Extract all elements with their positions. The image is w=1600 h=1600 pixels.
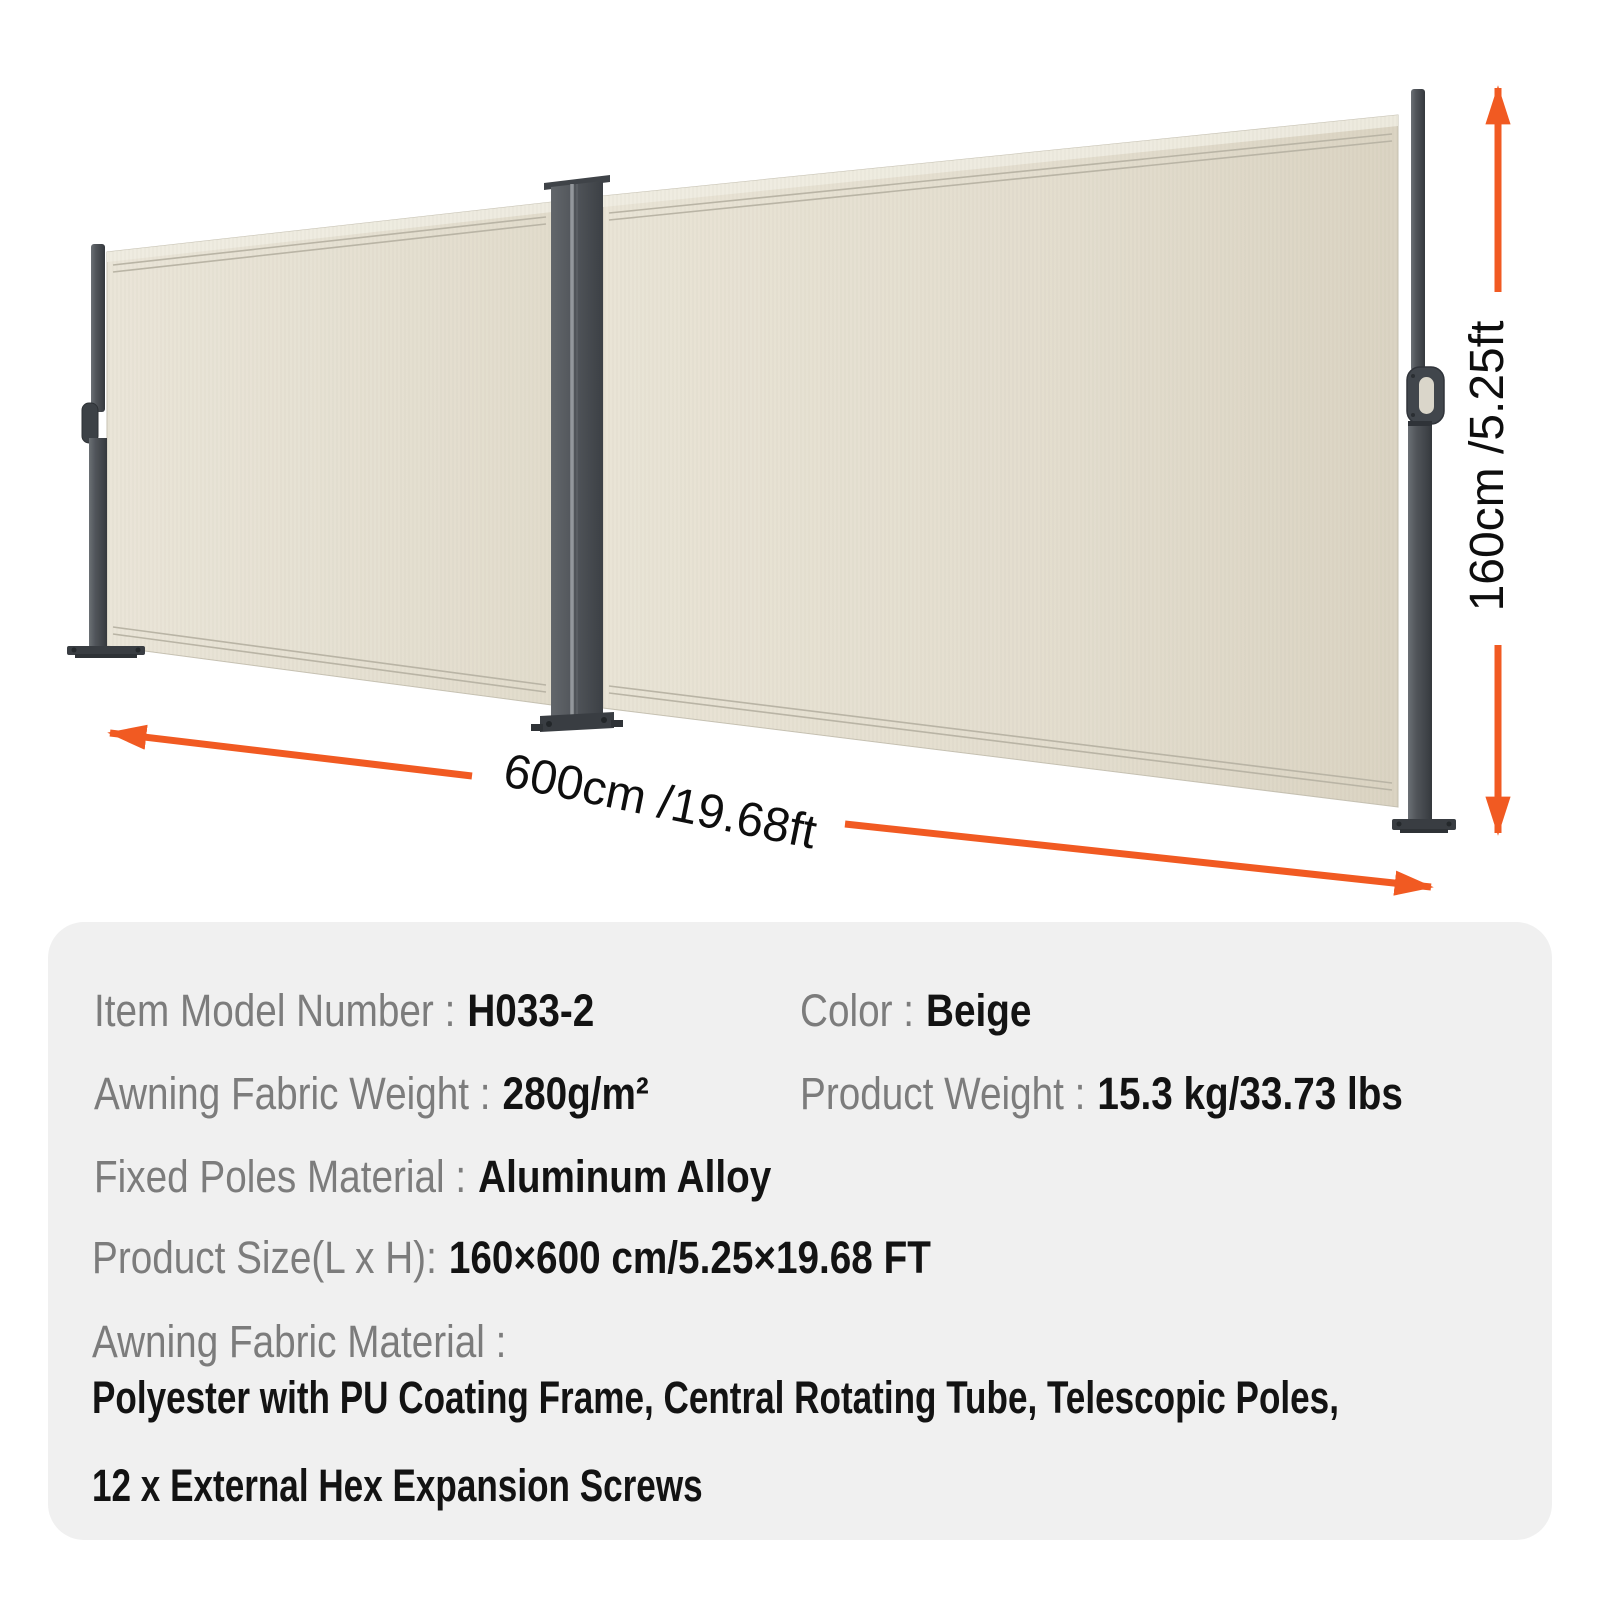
spec-item-model-value: H033-2 (467, 985, 595, 1036)
spec-fabric-material-label-text: Awning Fabric Material : (92, 1316, 507, 1367)
spec-panel (48, 922, 1552, 1540)
spec-poles-material-value: Aluminum Alloy (478, 1151, 772, 1202)
spec-fabric-weight-label: Awning Fabric Weight : (94, 1068, 491, 1119)
spec-color-value: Beige (926, 985, 1032, 1036)
pole-left-base-plate (67, 646, 145, 655)
pole-right (1392, 89, 1456, 833)
spec-fabric-weight-value: 280g/m² (502, 1068, 649, 1119)
spec-item-model-label: Item Model Number : (94, 985, 456, 1036)
spec-fabric-material-line2: 12 x External Hex Expansion Screws (92, 1460, 703, 1511)
spec-fabric-material-label (92, 1316, 506, 1368)
height-dimension-label: 160cm /5.25ft (1461, 320, 1514, 612)
spec-fabric-weight (94, 1068, 649, 1120)
spec-poles-material (94, 1151, 771, 1203)
spec-fabric-material-line1: Polyester with PU Coating Frame, Central Rotating Tube, Telescopic Poles, (92, 1372, 1339, 1423)
fabric-panel-right (603, 115, 1398, 807)
length-dimension-label: 600cm /19.68ft (499, 744, 821, 860)
pole-right-base-plate (1392, 819, 1456, 830)
fabric-panel-left (107, 202, 552, 705)
spec-product-size (92, 1232, 931, 1284)
spec-product-weight (800, 1068, 1403, 1120)
spec-product-size-label: Product Size(L x H): (92, 1232, 437, 1283)
spec-product-size-value: 160×600 cm/5.25×19.68 FT (448, 1232, 931, 1283)
spec-color-label: Color : (800, 985, 914, 1036)
spec-color (800, 985, 1031, 1037)
spec-poles-material-label: Fixed Poles Material : (94, 1151, 467, 1202)
spec-item-model (94, 985, 594, 1037)
spec-product-weight-value: 15.3 kg/33.73 lbs (1097, 1068, 1403, 1119)
spec-product-weight-label: Product Weight : (800, 1068, 1086, 1119)
pole-left-handle (82, 403, 98, 443)
